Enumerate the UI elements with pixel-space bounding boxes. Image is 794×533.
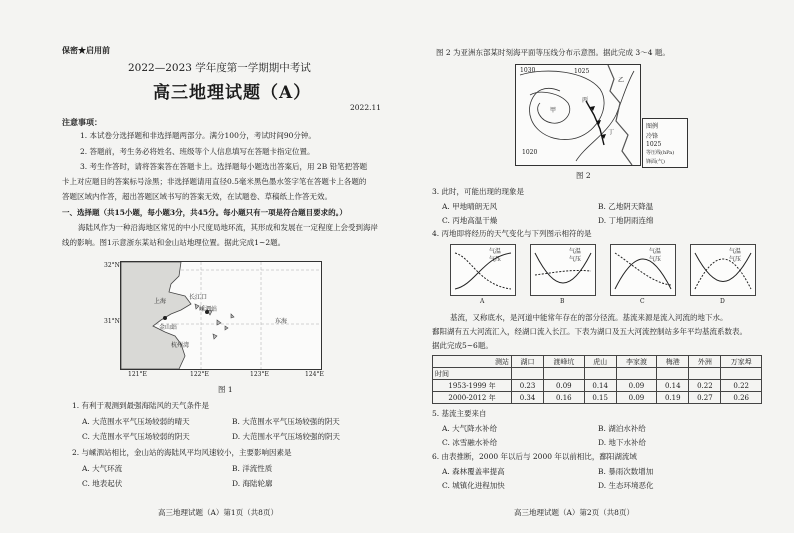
passage-line: 据此完成5~6题。 bbox=[432, 341, 493, 350]
page-footer: 高三地理试题（A）第2页（共8页） bbox=[514, 508, 634, 517]
map-legend bbox=[642, 118, 688, 168]
option: D. 生态环境恶化 bbox=[598, 481, 654, 490]
coastline-map bbox=[121, 262, 321, 369]
place-label: 上海 bbox=[154, 298, 167, 305]
legend-temp: 气温 bbox=[649, 248, 662, 255]
isobar bbox=[520, 71, 604, 139]
legend-pressure: 气压 bbox=[569, 256, 582, 263]
exam-date: 2022.11 bbox=[350, 103, 382, 112]
legend-item: 锋面(气) bbox=[646, 159, 665, 165]
value-cell: 0.09 bbox=[616, 392, 657, 404]
chart-label: B bbox=[560, 298, 565, 305]
station-header: 李家渡 bbox=[616, 356, 657, 368]
note-line: 答题区域内作答，超出答题区域书写的答案无效，在试题卷、草稿纸上作答无效。 bbox=[62, 192, 332, 201]
option: D. 海陆轮廓 bbox=[232, 479, 273, 488]
note-line: 1. 本试卷分选择题和非选择题两部分。满分100分，考试时间90分钟。 bbox=[80, 131, 316, 140]
question-stem: 1. 有利于观测到最强海陆风的天气条件是 bbox=[72, 401, 210, 410]
value-cell: 0.22 bbox=[721, 380, 762, 392]
period-cell: 2000-2012 年 bbox=[433, 392, 512, 404]
cold-front bbox=[586, 101, 604, 145]
option: C. 冰雪融水补给 bbox=[442, 438, 498, 447]
lon-label: 122°E bbox=[190, 371, 209, 378]
question-stem: 5. 基流主要来自 bbox=[432, 409, 487, 418]
value-cell: 0.09 bbox=[544, 380, 585, 392]
option: B. 湖泊水补给 bbox=[598, 424, 646, 433]
note-line: 3. 考生作答时，请将答案答在答题卡上。选择题每小题选出答案后，用 2B 铅笔把答题 bbox=[80, 162, 368, 171]
question-stem: 4. 丙地即将经历的天气变化与下列图示相符的是 bbox=[432, 229, 592, 238]
station-header: 外洲 bbox=[689, 356, 721, 368]
corner-header: 时间 bbox=[433, 368, 512, 380]
legend-item: 冷锋 bbox=[646, 133, 659, 140]
option: D. 大范围水平气压场较强的阴天 bbox=[232, 432, 341, 441]
figure-1-map bbox=[120, 261, 322, 370]
isobar-label: 1025 bbox=[574, 68, 590, 75]
option: B. 大范围水平气压场较强的阴天 bbox=[232, 417, 340, 426]
lat-label: 31°N bbox=[104, 318, 120, 325]
confidential-mark: 保密★启用前 bbox=[62, 45, 110, 55]
legend-pressure: 气压 bbox=[729, 256, 742, 263]
lon-label: 123°E bbox=[250, 371, 269, 378]
legend-pressure: 气压 bbox=[649, 256, 662, 263]
page-footer: 高三地理试题（A）第1页（共8页） bbox=[158, 508, 278, 517]
option: B. 洋流性质 bbox=[232, 464, 273, 473]
passage-line: 线的影响。图1示意浙东某站和金山站地理位置。据此完成1~2题。 bbox=[62, 238, 286, 247]
option-chart-a bbox=[450, 244, 516, 296]
option-chart-d bbox=[690, 244, 756, 296]
section-title: 一、选择题（共15小题，每小题3分，共45分。每小题只有一项是符合题目要求的。） bbox=[62, 208, 347, 217]
place-label: 杭州湾 bbox=[171, 342, 190, 349]
location-marker: 甲 bbox=[550, 107, 557, 114]
place-label: 长江口 bbox=[189, 294, 208, 301]
table-subheader-row bbox=[433, 368, 762, 380]
option: C. 地表起伏 bbox=[82, 479, 123, 488]
option: A. 大范围水平气压场较弱的晴天 bbox=[82, 417, 190, 426]
passage-line: 鄱阳湖有五大河流汇入，经湖口流入长江。下表为湖口及五大河流控制站多年平均基流系数表。 bbox=[432, 327, 747, 336]
chart-label: C bbox=[640, 298, 645, 305]
option: B. 乙地阴天降温 bbox=[598, 202, 654, 211]
chart-label: D bbox=[720, 298, 725, 305]
option-chart-b bbox=[530, 244, 596, 296]
station-header: 渡峰坑 bbox=[544, 356, 585, 368]
place-label: 东海 bbox=[275, 318, 288, 325]
station-header: 万家埠 bbox=[721, 356, 762, 368]
figure-2-caption: 图 2 bbox=[576, 171, 591, 180]
note-line: 卡上对应题目的答案标号涂黑；非选择题请用直径0.5毫米黑色墨水签字笔在答题卡上各题的 bbox=[62, 177, 367, 186]
page-2 bbox=[398, 0, 794, 533]
location-marker: 丙 bbox=[582, 97, 589, 104]
value-cell: 0.09 bbox=[616, 380, 657, 392]
legend-value: 1025 bbox=[646, 141, 662, 148]
option: C. 丙地高温干燥 bbox=[442, 216, 498, 225]
table-header-row bbox=[433, 356, 762, 368]
isobar bbox=[576, 71, 634, 161]
legend-temp: 气温 bbox=[489, 248, 502, 255]
jinshan-station-marker bbox=[163, 316, 167, 320]
option: C. 大范围水平气压场较弱的阴天 bbox=[82, 432, 190, 441]
value-cell: 0.23 bbox=[512, 380, 544, 392]
exam-title: 2022—2023 学年度第一学期期中考试 bbox=[128, 62, 311, 74]
legend-temp: 气温 bbox=[569, 248, 582, 255]
station-header: 梅港 bbox=[657, 356, 689, 368]
option: B. 暴雨次数增加 bbox=[598, 467, 654, 476]
notes-heading: 注意事项： bbox=[62, 117, 102, 127]
legend-temp: 气温 bbox=[729, 248, 742, 255]
option: A. 大气环流 bbox=[82, 464, 123, 473]
value-cell: 0.14 bbox=[657, 380, 689, 392]
period-cell: 1953-1999 年 bbox=[433, 380, 512, 392]
question-stem: 3. 此时，可能出现的现象是 bbox=[432, 187, 525, 196]
value-cell: 0.16 bbox=[544, 392, 585, 404]
value-cell: 0.19 bbox=[657, 392, 689, 404]
legend-item: 等压线(hPa) bbox=[646, 150, 675, 156]
station-header: 湖口 bbox=[512, 356, 544, 368]
land-area bbox=[121, 262, 191, 369]
question-stem: 2. 与嵊泗站相比，金山站的海陆风平均风速较小，主要影响因素是 bbox=[72, 448, 292, 457]
lat-label: 32°N bbox=[104, 262, 120, 269]
table-row bbox=[433, 392, 762, 404]
figure-1-caption: 图 1 bbox=[218, 385, 233, 394]
legend-title: 图例 bbox=[646, 123, 659, 130]
corner-header: 测站 bbox=[433, 356, 512, 368]
value-cell: 0.15 bbox=[584, 392, 616, 404]
option: D. 地下水补给 bbox=[598, 438, 647, 447]
location-marker: 丁 bbox=[608, 129, 615, 136]
passage-line: 海陆风作为一种沿海地区常见的中小尺度局地环流，其形成和发展在一定程度上会受到海岸 bbox=[78, 223, 378, 232]
value-cell: 0.14 bbox=[584, 380, 616, 392]
option: C. 城镇化进程加快 bbox=[442, 481, 505, 490]
location-marker: 乙 bbox=[618, 77, 625, 84]
chart-label: A bbox=[480, 298, 485, 305]
figure-2-intro: 图 2 为亚洲东部某时刻海平面等压线分布示意图。据此完成 3～4 题。 bbox=[436, 48, 670, 57]
option: A. 大气降水补给 bbox=[442, 424, 498, 433]
passage-line: 基流，又称底水，是河道中能常年存在的部分径流。基流来源是流入河流的地下水。 bbox=[450, 313, 728, 322]
question-stem: 6. 由表推断，2000 年以后与 2000 年以前相比，鄱阳湖流域 bbox=[432, 452, 637, 461]
lon-label: 121°E bbox=[128, 371, 147, 378]
place-label: 嵊泗站 bbox=[199, 306, 218, 313]
isobar-label: 1030 bbox=[520, 67, 536, 74]
option: A. 甲地晴朗无风 bbox=[442, 202, 498, 211]
isobar-label: 1020 bbox=[522, 149, 538, 156]
place-label: 金山站 bbox=[159, 324, 178, 331]
baseflow-table bbox=[432, 355, 762, 404]
figure-2-map bbox=[515, 64, 641, 166]
lon-label: 124°E bbox=[305, 371, 324, 378]
option: A. 森林覆盖率提高 bbox=[442, 467, 505, 476]
option-chart-c bbox=[610, 244, 676, 296]
value-cell: 0.27 bbox=[689, 392, 721, 404]
value-cell: 0.26 bbox=[721, 392, 762, 404]
table-row bbox=[433, 380, 762, 392]
note-line: 2. 答题前，考生务必将姓名、班级等个人信息填写在答题卡指定位置。 bbox=[80, 147, 315, 156]
option: D. 丁地阴雨连绵 bbox=[598, 216, 654, 225]
value-cell: 0.22 bbox=[689, 380, 721, 392]
main-title: 高三地理试题（A） bbox=[153, 83, 312, 103]
value-cell: 0.34 bbox=[512, 392, 544, 404]
station-header: 虎山 bbox=[584, 356, 616, 368]
legend-pressure: 气压 bbox=[489, 256, 502, 263]
